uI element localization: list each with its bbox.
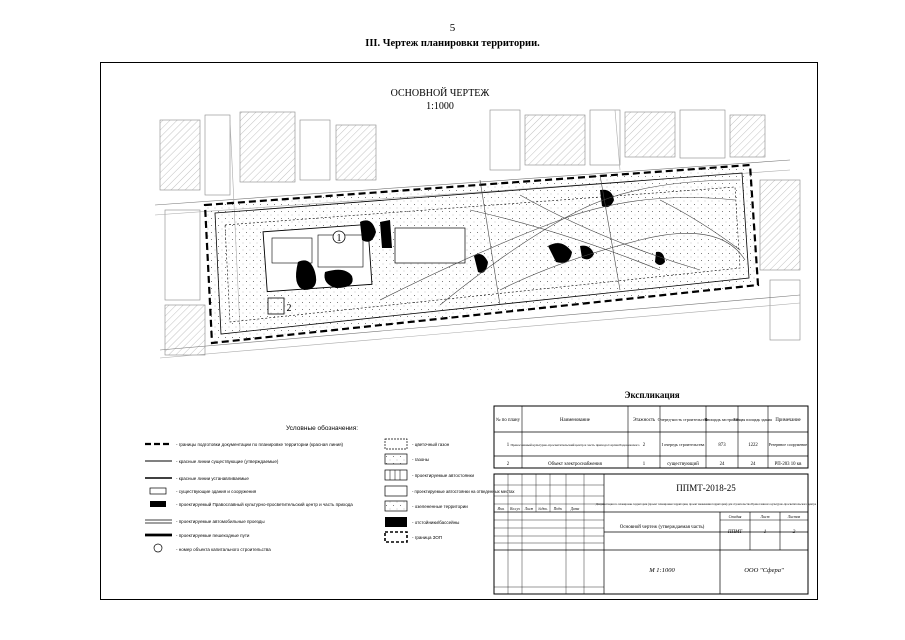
stamp-col-5: Дата [570,507,580,511]
callout-2: 2 [286,303,292,314]
stamp-col-2: Лист [524,507,534,511]
stage-value: ППМТ [727,530,743,535]
stamp-code: ППМТ-2018-25 [676,483,736,493]
sheet-label: Лист [760,515,770,519]
drawing-scale: 1:1000 [426,101,454,112]
building-1 [263,224,372,291]
site-plan [205,165,758,343]
stamp-col-4: Подп. [553,507,563,511]
legend-left-7: - номер объекта капитального строительства [176,547,271,552]
col-header-2: Этажность [632,418,656,423]
col-header-6: Примечание [775,418,801,423]
sheet-value: 1 [763,529,767,535]
row2-note: РП-203 10 кв [774,462,802,467]
legend [145,424,515,552]
row2-total: 24 [750,462,756,467]
legend-right-2: - проектируемые автостоянки [412,473,474,478]
explication-title: Экспликация [624,390,680,400]
stamp-col-1: Кол.уч [510,507,520,511]
row2-num: 2 [506,462,510,467]
legend-right-3: - проектируемые автостоянки на отведенных местах [412,489,515,494]
title-block [494,474,817,594]
stamp-scale: М 1:1000 [649,567,675,574]
legend-left-6: - проектируемые пешеходные пути [176,533,250,538]
legend-left-3: - существующие здания и сооружения [176,489,257,494]
sheet-title: Основной чертеж (утверждаемая часть) [619,525,705,530]
stamp-col-3: №док. [538,507,548,511]
sheets-value: 2 [792,529,796,535]
row1-note: Резервное сооружение [768,442,808,447]
stamp-description: Документация по планировке территории (проект планировки территории, проект межевания территории) для строительства Православного культурно-просветительского центра [595,502,817,506]
explication-table [494,390,808,468]
legend-left-4: - проектируемый Православный культурно-просветительский центр и часть прихода [176,502,353,507]
drawing-title: ОСНОВНОЙ ЧЕРТЕЖ [390,88,490,99]
col-header-4: Площадь застройки [704,417,740,422]
legend-left-5: - проектируемые автомобильные проезды [176,519,265,524]
row2-name: Объект электроснабжения [548,462,602,467]
legend-right-1: - газоны [412,457,429,462]
sheets-label: Листов [787,515,801,519]
stamp-col-0: Изм. [497,507,505,511]
stamp-company: ООО "Сфера" [744,567,784,574]
row1-floors: 2 [642,443,646,448]
legend-left-2: - красные линии устанавливаемые [176,476,249,481]
row1-num: 1 [506,443,510,448]
row1-total: 1222 [748,443,758,448]
page-number: 5 [449,22,456,34]
col-header-1: Наименование [560,418,590,423]
page-title: III. Чертеж планировки территории. [365,38,540,49]
callout-1: 1 [336,233,342,244]
legend-title: Условные обозначения: [285,425,359,432]
col-header-5: Общая площадь здания [734,418,772,422]
row1-name: Православный культурно-просветительский центр и часть прихода Сергия Радонежского [510,443,640,447]
row2-area: 24 [719,462,725,467]
legend-left-0: - границы подготовки документации по планировке территории (красная линия) [176,442,344,447]
legend-left-1: - красные линии существующие (утверждаемые) [176,459,279,464]
col-header-0: № по плану [496,418,520,423]
legend-right-6: - граница ЗОП [412,535,443,540]
stage-label: Стадия [728,515,742,519]
legend-right-4: - озелененные территории [412,504,468,509]
row2-stage: существующий [667,462,699,467]
row2-floors: 1 [642,462,646,467]
row1-stage: I очередь строительства [661,442,705,447]
legend-right-5: - отстойники/бассейны [412,520,460,525]
col-header-3: Очеред-ность строительства [657,417,709,422]
legend-right-0: - цветочный газон [412,442,450,447]
row1-area: 873 [718,443,726,448]
